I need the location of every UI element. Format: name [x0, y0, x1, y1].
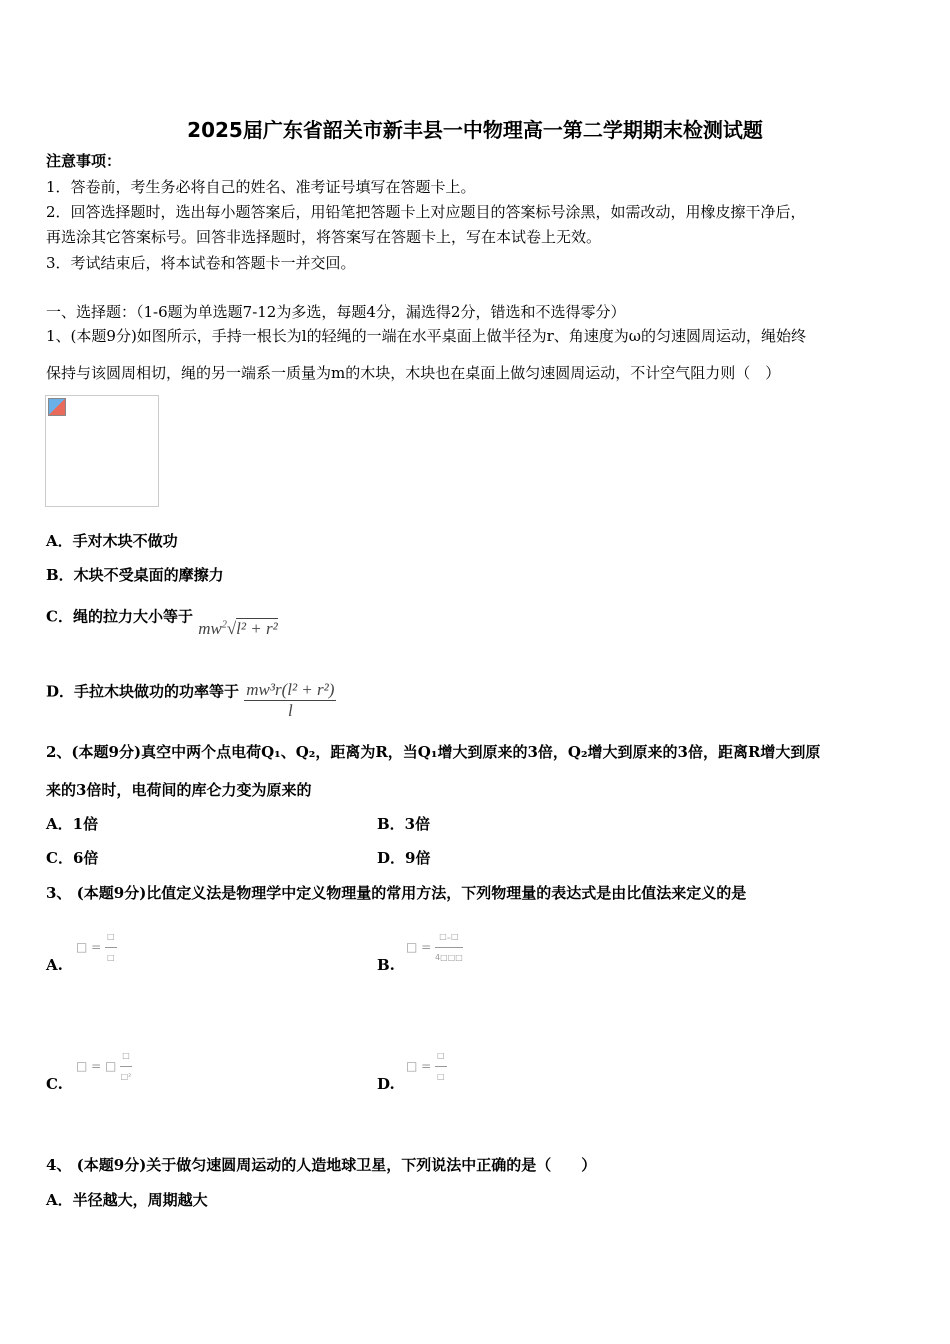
notice-item: 再选涂其它答案标号。回答非选择题时，将答案写在答题卡上，写在本试卷上无效。: [46, 228, 602, 246]
notice-item: 1．答卷前，考生务必将自己的姓名、准考证号填写在答题卡上。: [46, 178, 476, 196]
section-heading: 一、选择题：（1-6题为单选题7-12为多选，每题4分，漏选得2分，错选和不选得零分）: [46, 303, 626, 321]
formula-d: $\frac{\text{mw³r(l² + r²)}}{l}$: [246, 680, 335, 720]
formula-c: $mw^2√l^2 + r^2$: [198, 618, 278, 638]
q4-text: 4、 (本题9分)关于做匀速圆周运动的人造地球卫星，下列说法中正确的是（ ）: [46, 1156, 597, 1174]
notice-item: 3．考试结束后，将本试卷和答题卡一并交回。: [46, 254, 356, 272]
q2-option-a: A．1倍: [46, 815, 99, 833]
q1-option-c: [46, 603, 278, 638]
q3-label-b: B.: [377, 956, 395, 974]
q2-text: 2、(本题9分)真空中两个点电荷Q₁、Q₂，距离为R，当Q₁增大到原来的3倍，Q₂增大到原来的3倍，距离R增大到原: [46, 743, 821, 761]
notice-item: 2．回答选择题时，选出每小题答案后，用铅笔把答题卡上对应题目的答案标号涂黑，如需改动，用橡皮擦干净后，: [46, 203, 806, 221]
q3-label-d: D.: [377, 1075, 395, 1093]
notice-heading: 注意事项：: [46, 152, 122, 170]
q2-option-c: C．6倍: [46, 849, 99, 867]
option-label: D．手拉木块做功的功率等于: [46, 682, 240, 701]
q2-text: 来的3倍时，电荷间的库仑力变为原来的: [46, 781, 312, 799]
q1-option-b: B．木块不受桌面的摩擦力: [46, 566, 224, 584]
page-title: 2025届广东省韶关市新丰县一中物理高一第二学期期末检测试题: [187, 118, 763, 142]
q1-option-d: [46, 672, 336, 720]
q3-formula-a: □ = $\frac{□}{□}$: [76, 927, 117, 968]
q1-text: 保持与该圆周相切，绳的另一端系一质量为m的木块，木块也在桌面上做匀速圆周运动，不计空气阻力则（ ）: [46, 364, 781, 382]
q3-formula-b: □ = $\frac{□_=□}{4□□□}$: [406, 927, 463, 968]
option-label: C．绳的拉力大小等于: [46, 607, 193, 626]
q1-option-a: A．手对木块不做功: [46, 532, 178, 550]
q2-option-b: B．3倍: [377, 815, 431, 833]
q1-text: 1、(本题9分)如图所示，手持一根长为l的轻绳的一端在水平桌面上做半径为r、角速度为ω的匀速圆周运动，绳始终: [46, 327, 806, 345]
q3-label-a: A.: [46, 956, 63, 974]
q3-formula-d: □ = $\frac{□}{□}$: [406, 1046, 447, 1087]
q3-formula-c: □ = □ $\frac{□}{\text{□²}}$: [76, 1046, 132, 1087]
q3-label-c: C.: [46, 1075, 63, 1093]
q3-text: 3、 (本题9分)比值定义法是物理学中定义物理量的常用方法，下列物理量的表达式是由比值法来定义的是: [46, 884, 747, 902]
broken-image-figure: [45, 395, 159, 507]
q4-option-a: A．半径越大，周期越大: [46, 1191, 208, 1209]
broken-image-icon: [48, 398, 66, 416]
q2-option-d: D．9倍: [377, 849, 431, 867]
